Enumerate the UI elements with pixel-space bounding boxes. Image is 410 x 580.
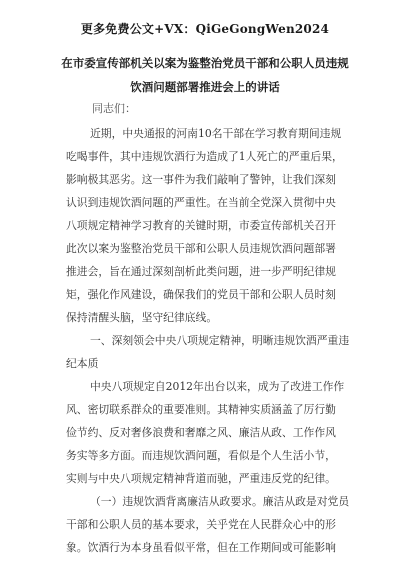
body-line: 俭节约、反对奢侈浪费和奢靡之风、廉洁从政、工作作风: [66, 426, 336, 439]
section-heading-line: 一、深刻领会中央八项规定精神，明晰违规饮酒严重违: [90, 334, 350, 347]
body-line: 保持清醒头脑，坚守纪律底线。: [66, 311, 218, 324]
body-line: 影响极其恶劣。这一事件为我们敲响了警钟，让我们深刻: [66, 173, 336, 186]
body-line: 矩，强化作风建设，确保我们的党员干部和公职人员时刻: [66, 288, 336, 301]
body-line: 认识到违规饮酒问题的严重性。在当前全党深入贯彻中央: [66, 196, 336, 209]
document-title-line-1: 在市委宣传部机关以案为鉴整治党员干部和公职人员违规: [61, 56, 349, 70]
body-line: 此次以案为鉴整治党员干部和公职人员违规饮酒问题部署: [66, 242, 336, 255]
section-heading-line: 纪本质: [66, 357, 99, 370]
body-line: 推进会，旨在通过深刻剖析此类问题，进一步严明纪律规: [66, 265, 336, 278]
body-line: 象。饮酒行为本身虽看似平常，但在工作期间或可能影响: [66, 541, 336, 554]
body-line: 风、密切联系群众的重要准则。其精神实质涵盖了厉行勤: [66, 403, 336, 416]
body-line: 八项规定精神学习教育的关键时期，市委宣传部机关召开: [66, 219, 336, 232]
salutation: 同志们：: [92, 102, 136, 115]
body-line: 干部和公职人员的基本要求，关乎党在人民群众心中的形: [66, 518, 336, 531]
body-line: 务实等多方面。而违规饮酒问题，看似是个人生活小节，: [66, 449, 336, 462]
document-title-line-2: 饮酒问题部署推进会上的讲话: [130, 80, 280, 94]
body-line: 实则与中央八项规定精神背道而驰，严重违反党的纪律。: [66, 472, 336, 485]
body-line: 近期，中央通报的河南10名干部在学习教育期间违规: [90, 127, 342, 140]
body-line: 吃喝事件，其中违规饮酒行为造成了1人死亡的严重后果，: [66, 150, 343, 163]
body-line: 中央八项规定自2012年出台以来，成为了改进工作作: [90, 380, 345, 393]
subsection-line: （一）违规饮酒背离廉洁从政要求。廉洁从政是对党员: [90, 495, 350, 508]
promo-banner: 更多免费公文+VX：QiGeGongWen2024: [80, 22, 330, 36]
